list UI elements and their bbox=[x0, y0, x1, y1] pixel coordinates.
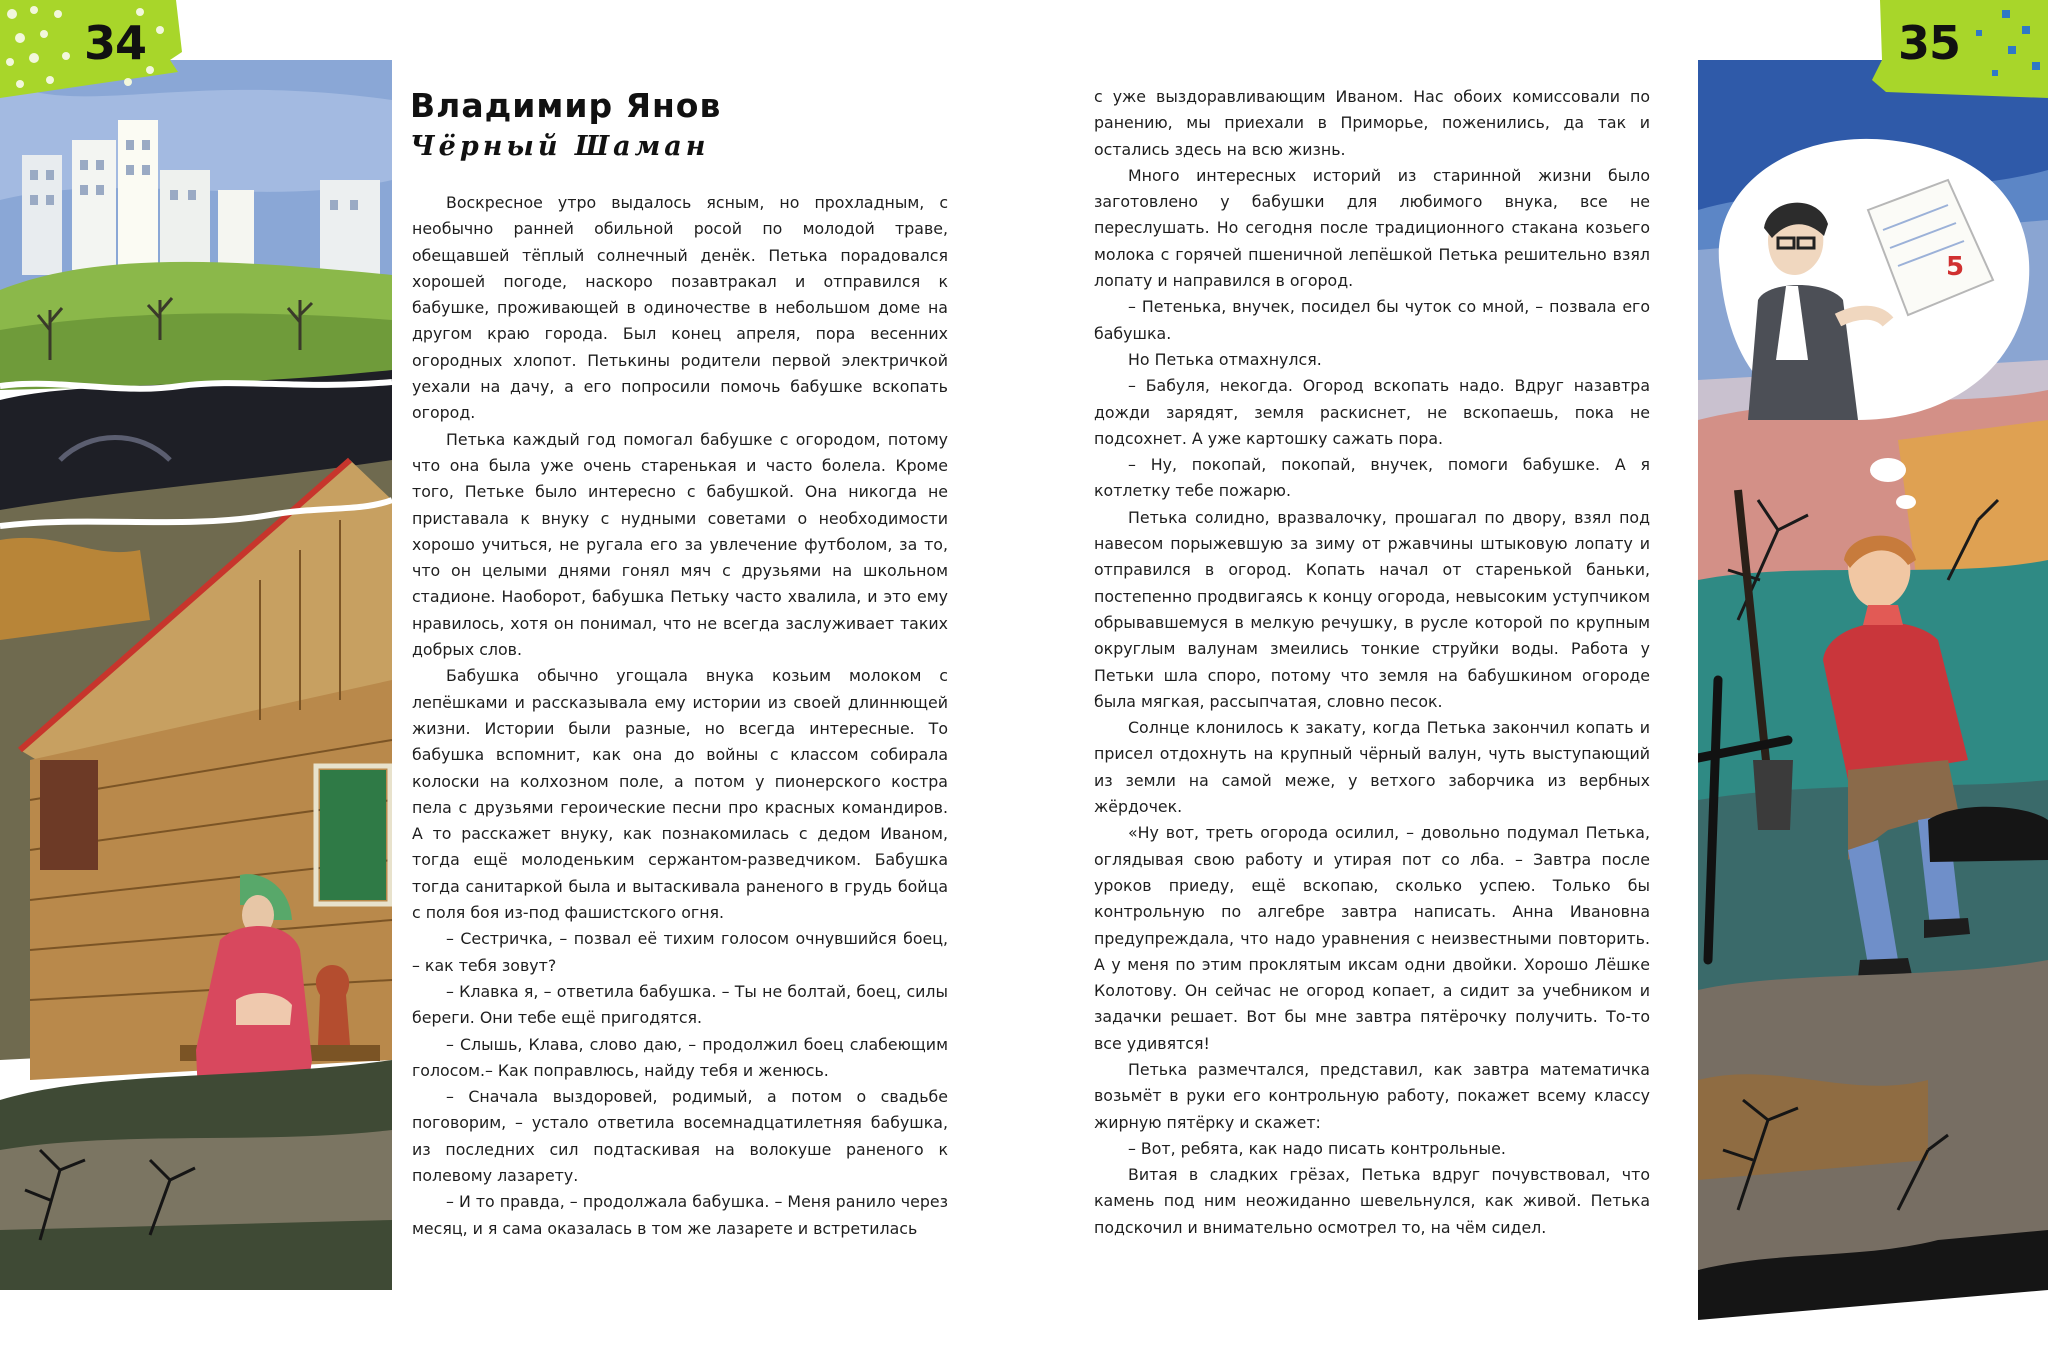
page-number-left: 34 bbox=[84, 16, 147, 70]
paragraph: Много интересных историй из старинной жизни было заготовлено у бабушки для любимого внука, все не переслушать. Но сегодня после традиционного стакана козьего молока с горячей пшеничной лепёшкой Петька решительно взял лопату и направился в огород. bbox=[1094, 165, 1650, 291]
paragraph: Петька каждый год помогал бабушке с огородом, потому что она была уже очень старенькая и часто болела. Кроме того, Петьке было интересно с бабушкой. Она никогда не приставала к внуку с нудными советами о необходимости хорошо учиться, не ругала его за увлечение футболом, за то, что он целыми днями гонял мяч с друзьями на школьном стадионе. Наоборот, бабушка Петьку часто хвалила, и это ему нравилось, хотя он понимал, что не всегда заслуживает таких добрых слов. bbox=[412, 429, 948, 660]
right-text-column bbox=[1094, 84, 1650, 1241]
paragraph: – Бабуля, некогда. Огород вскопать надо. Вдруг назавтра дожди зарядят, земля раскиснет, не вскопаешь, пока не подсохнет. А уже картошку сажать пора. bbox=[1094, 376, 1650, 448]
left-text-column bbox=[412, 190, 948, 1242]
paragraph: Петька размечтался, представил, как завтра математичка возьмёт в руки его контрольную работу, покажет всему классу жирную пятёрку и скажет: bbox=[1094, 1059, 1650, 1132]
story-title: Чёрный Шаман bbox=[410, 131, 710, 162]
story-header bbox=[410, 86, 1010, 164]
paragraph: Воскресное утро выдалось ясным, но прохладным, с необычно ранней обильной росой по молодой траве, обещавшей тёплый солнечный денёк. Петька порадовался хорошей погоде, наскоро позавтракал и отправился к бабушке, проживающей в одиночестве в небольшом доме на другом краю города. Был конец апреля, пора весенних огородных хлопот. Петькины родители первой электричкой уехали на дачу, а его попросили помочь бабушке вскопать огород. bbox=[412, 193, 948, 423]
paragraph: – Клавка я, – ответила бабушка. – Ты не болтай, боец, силы береги. Они тебе ещё пригодятся. bbox=[412, 981, 948, 1028]
paragraph: Бабушка обычно угощала внука козьим молоком с лепёшками и рассказывала ему истории из своей длиннющей жизни. Истории были разные, но всегда интересные. То бабушка вспомнит, как она до войны с классом собирала колоски на колхозном поле, а потом у пионерского костра пела с друзьями героические песни про красных командиров. А то расскажет внуку, как познакомилась с дедом Иваном, тогда ещё молоденьким сержантом-разведчиком. Бабушка тогда санитаркой была и вытаскивала раненого в грудь бойца с поля боя из-под фашистского огня. bbox=[412, 666, 948, 923]
paragraph: «Ну вот, треть огорода осилил, – довольно подумал Петька, оглядывая свою работу и утирая пот со лба. – Завтра после уроков приеду, ещё вскопаю, сколько успею. Только бы контрольную по алгебре завтра написать. Анна Ивановна предупреждала, что надо уравнения с неизвестными повторить. А у меня по этим проклятым иксам одни двойки. Хорошо Лёшке Колотову. Он сейчас не огород копает, а сидит за учебником и задачки решает. Вот бы мне завтра пятёрочку получить. То-то все удивятся! bbox=[1094, 823, 1650, 1053]
paragraph: Но Петька отмахнулся. bbox=[1128, 349, 1322, 369]
paragraph: – Вот, ребята, как надо писать контрольные. bbox=[1128, 1138, 1506, 1158]
village-house-grandmother-illustration bbox=[0, 60, 392, 1290]
paragraph: Петька солидно, вразвалочку, прошагал по двору, взял под навесом порыжевшую за зиму от ржавчины штыковую лопату и отправился в огород. Копать начал от старенькой баньки, постепенно продвигаясь к концу огорода, невысоким уступчиком обрывавшемуся в мелкую речушку, в русле которой по крупным округлым валунам змеились тонкие струйки воды. Работа у Петьки шла споро, потому что земля на бабушкином огороде была мягкая, рассыпчатая, словно песок. bbox=[1094, 507, 1650, 711]
boy-dreaming-illustration bbox=[1698, 60, 2048, 1320]
paragraph: Солнце клонилось к закату, когда Петька закончил копать и присел отдохнуть на крупный чёрный валун, чуть выступающий из земли на самой меже, у ветхого заборчика из вербных жёрдочек. bbox=[1094, 718, 1650, 817]
paragraph: – Слышь, Клава, слово даю, – продолжил боец слабеющим голосом.– Как поправлюсь, найду тебя и женюсь. bbox=[412, 1034, 948, 1080]
paragraph: – И то правда, – продолжала бабушка. – Меня ранило через месяц, и я сама оказалась в том же лазарете и встретилась bbox=[412, 1192, 948, 1238]
paragraph: – Ну, покопай, покопай, внучек, помоги бабушке. А я котлетку тебе пожарю. bbox=[1094, 455, 1650, 501]
notebook-grade-mark: 5 bbox=[1946, 252, 1965, 282]
paragraph: с уже выздоравливающим Иваном. Нас обоих комиссовали по ранению, мы приехали в Приморье, поженились, да так и остались здесь на всю жизнь. bbox=[1094, 87, 1650, 159]
left-illustration bbox=[0, 60, 392, 1290]
author-name: Владимир Янов bbox=[410, 86, 722, 125]
right-illustration bbox=[1698, 60, 2048, 1320]
paragraph: – Сестричка, – позвал её тихим голосом очнувшийся боец, – как тебя зовут? bbox=[412, 929, 948, 975]
page-number-right: 35 bbox=[1898, 16, 1961, 70]
paragraph: – Петенька, внучек, посидел бы чуток со мной, – позвала его бабушка. bbox=[1094, 297, 1650, 343]
paragraph: – Сначала выздоровей, родимый, а потом о свадьбе поговорим, – устало ответила восемнадцатилетняя бабушка, из последних сил подтаскивая на волокуше раненого к полевому лазарету. bbox=[412, 1087, 948, 1185]
paragraph: Витая в сладких грёзах, Петька вдруг почувствовал, что камень под ним неожиданно шевельнулся, как живой. Петька подскочил и внимательно осмотрел то, на чём сидел. bbox=[1094, 1165, 1650, 1237]
